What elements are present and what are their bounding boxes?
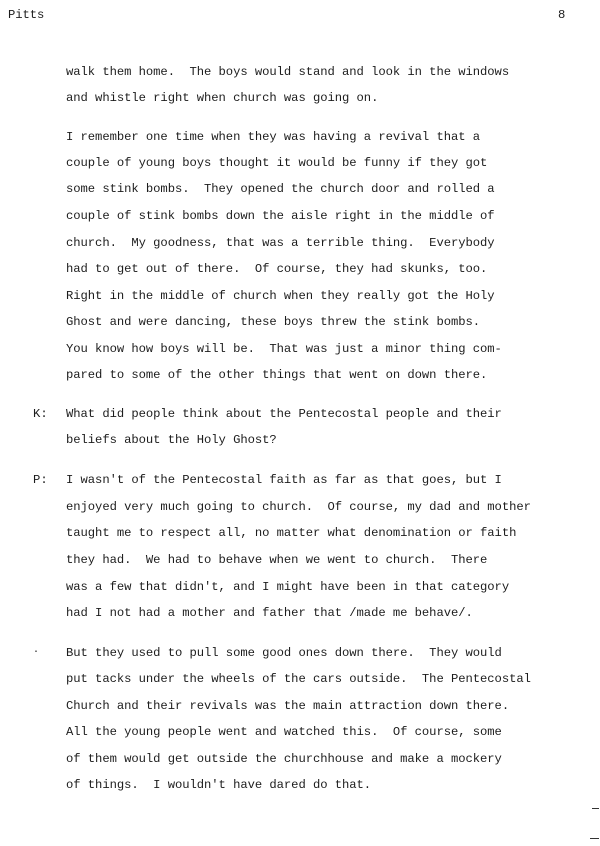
text-line: had I not had a mother and father that /made me behave/.: [66, 606, 473, 620]
text-line: had to get out of there. Of course, they had skunks, too.: [66, 262, 488, 276]
text-line: beliefs about the Holy Ghost?: [66, 433, 277, 447]
text-line: couple of young boys thought it would be funny if they got: [66, 156, 488, 170]
text-line: You know how boys will be. That was just a minor thing com-: [66, 342, 502, 356]
text-line: pared to some of the other things that went on down there.: [66, 368, 488, 382]
text-line: some stink bombs. They opened the church door and rolled a: [66, 182, 495, 196]
text-line: was a few that didn't, and I might have been in that category: [66, 580, 510, 594]
text-line: But they used to pull some good ones down there. They would: [66, 646, 502, 660]
text-line: Ghost and were dancing, these boys threw the stink bombs.: [66, 315, 481, 329]
text-line: and whistle right when church was going on.: [66, 91, 379, 105]
text-line: put tacks under the wheels of the cars outside. The Pentecostal: [66, 672, 531, 686]
text-line: What did people think about the Pentecostal people and their: [66, 407, 502, 421]
scan-mark: [592, 808, 599, 809]
text-line: I wasn't of the Pentecostal faith as far as that goes, but I: [66, 473, 502, 487]
text-line: church. My goodness, that was a terrible thing. Everybody: [66, 236, 495, 250]
text-line: Church and their revivals was the main attraction down there.: [66, 699, 510, 713]
text-line: couple of stink bombs down the aisle right in the middle of: [66, 209, 495, 223]
text-line: they had. We had to behave when we went to church. There: [66, 553, 488, 567]
stray-mark: ·: [33, 647, 40, 658]
scan-mark: [590, 838, 599, 839]
speaker-label: K:: [33, 407, 48, 421]
text-line: taught me to respect all, no matter what denomination or faith: [66, 526, 517, 540]
speaker-label: P:: [33, 473, 48, 487]
text-line: Right in the middle of church when they really got the Holy: [66, 289, 495, 303]
text-line: enjoyed very much going to church. Of course, my dad and mother: [66, 500, 531, 514]
text-line: of them would get outside the churchhouse and make a mockery: [66, 752, 502, 766]
text-line: of things. I wouldn't have dared do that.: [66, 778, 372, 792]
text-line: walk them home. The boys would stand and look in the windows: [66, 65, 510, 79]
page-number: 8: [558, 8, 566, 22]
header-name: Pitts: [8, 8, 45, 22]
text-line: All the young people went and watched this. Of course, some: [66, 725, 502, 739]
text-line: I remember one time when they was having a revival that a: [66, 130, 481, 144]
